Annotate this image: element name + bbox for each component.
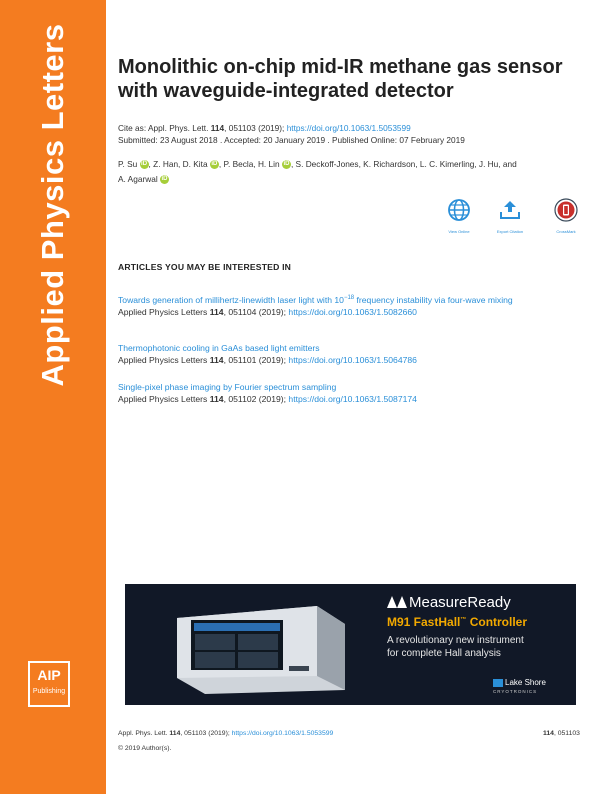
ad-brand: [387, 594, 572, 612]
ad-description-line: A revolutionary new instrument: [387, 635, 524, 646]
orcid-icon[interactable]: iD: [211, 161, 218, 168]
author-rest[interactable]: , S. Deckoff-Jones, K. Richardson, L. C. Kimerling, J. Hu, and: [290, 159, 517, 169]
related-article-ref: , 051102 (2019);: [223, 394, 289, 404]
related-article-volume: 114: [209, 306, 224, 317]
author-agarwal[interactable]: A. Agarwal: [118, 174, 158, 184]
ad-product-tm: ™: [460, 617, 467, 623]
author-su[interactable]: P. Su: [118, 159, 138, 169]
lakeshore-logo: [493, 678, 546, 696]
related-article-citation: [118, 354, 588, 366]
citation-prefix: Cite as: Appl. Phys. Lett.: [118, 123, 211, 133]
publication-dates: Submitted: 23 August 2018 . Accepted: 20 January 2019 . Published Online: 07 February 2019: [118, 135, 465, 145]
related-article: [118, 381, 588, 405]
lakeshore-name: Lake Shore: [505, 678, 546, 687]
footer-page-volume: 114: [543, 730, 554, 737]
globe-icon: [447, 198, 471, 222]
related-article-citation: [118, 306, 588, 318]
related-article-title[interactable]: [118, 292, 588, 306]
ad-description-line: for complete Hall analysis: [387, 648, 501, 659]
orcid-icon[interactable]: iD: [141, 161, 148, 168]
aip-logo-sub: Publishing: [32, 688, 66, 695]
citation-line: [118, 122, 588, 134]
author-becla-lin[interactable]: , P. Becla, H. Lin: [218, 159, 280, 169]
footer-page-article: , 051103: [553, 730, 580, 737]
footer-citation: [118, 730, 333, 737]
related-article-doi-link[interactable]: https://doi.org/10.1063/1.5064786: [288, 355, 417, 365]
citation-suffix: , 051103 (2019);: [224, 123, 287, 133]
related-article-doi-link[interactable]: https://doi.org/10.1063/1.5082660: [288, 306, 417, 317]
copyright-notice: © 2019 Author(s).: [118, 745, 172, 752]
aip-publishing-logo[interactable]: [28, 661, 70, 707]
related-article-title-part: Towards generation of millihertz-linewidth laser light with 10: [118, 294, 344, 305]
footer-page-number: [543, 730, 580, 737]
ad-product: [387, 612, 572, 630]
related-article-ref: , 051104 (2019);: [223, 306, 289, 317]
lakeshore-logo-icon: [493, 679, 503, 687]
related-articles-heading: ARTICLES YOU MAY BE INTERESTED IN: [118, 262, 292, 272]
related-article-volume: 114: [209, 394, 224, 404]
footer-doi-link[interactable]: https://doi.org/10.1063/1.5053599: [231, 730, 334, 737]
related-article-journal: Applied Physics Letters: [118, 355, 210, 365]
lakeshore-subtitle: CRYOTRONICS: [493, 689, 538, 694]
ad-brand-text: MeasureReady: [409, 594, 511, 611]
related-article-ref: , 051101 (2019);: [223, 355, 289, 365]
paper-title: Monolithic on-chip mid-IR methane gas sensor with waveguide-integrated detector: [118, 56, 563, 102]
journal-name: Applied Physics Letters: [35, 23, 70, 387]
citation-block: [118, 122, 588, 146]
journal-sidebar: [0, 0, 106, 794]
aip-logo-main: AIP: [37, 667, 61, 683]
related-article-doi-link[interactable]: https://doi.org/10.1063/1.5087174: [288, 394, 417, 404]
related-article-citation: [118, 393, 588, 405]
citation-volume: 114: [210, 123, 225, 133]
related-article-title-sup: −18: [343, 295, 355, 301]
view-online-label: View Online: [448, 229, 470, 234]
ad-product-name: M91 FastHall: [387, 615, 461, 629]
related-article-journal: Applied Physics Letters: [118, 394, 210, 404]
related-article-title[interactable]: Single-pixel phase imaging by Fourier spectrum sampling: [118, 382, 337, 392]
related-article-journal: Applied Physics Letters: [118, 306, 210, 317]
author-list: [118, 157, 588, 187]
related-article: [118, 342, 588, 366]
author-line-1: [118, 157, 588, 172]
ad-product-suffix: Controller: [466, 615, 528, 629]
related-article-volume: 114: [209, 355, 224, 365]
ad-description: [387, 634, 572, 660]
footer-citation-suffix: , 051103 (2019);: [180, 730, 232, 737]
related-article-title[interactable]: Thermophotonic cooling in GaAs based light emitters: [118, 343, 320, 353]
related-article: [118, 292, 588, 318]
orcid-icon[interactable]: iD: [161, 176, 168, 183]
advertisement-banner[interactable]: [125, 584, 576, 705]
paper-doi-link[interactable]: https://doi.org/10.1063/1.5053599: [286, 123, 411, 133]
author-han-kita[interactable]: , Z. Han, D. Kita: [148, 159, 208, 169]
export-citation-button[interactable]: [487, 198, 533, 234]
measureready-logo-icon: [387, 596, 407, 608]
footer-citation-volume: 114: [169, 730, 181, 737]
crossmark-button[interactable]: [543, 198, 589, 234]
crossmark-icon: [554, 198, 578, 222]
orcid-icon[interactable]: iD: [283, 161, 290, 168]
fasthall-controller-image: [167, 598, 347, 696]
related-article-title-part: frequency instability via four-wave mixing: [354, 294, 513, 305]
ad-copy: [387, 594, 572, 660]
author-line-2: [118, 172, 588, 187]
export-icon: [498, 198, 522, 222]
footer-citation-prefix: Appl. Phys. Lett.: [118, 730, 170, 737]
crossmark-label: CrossMark: [556, 229, 576, 234]
export-citation-label: Export Citation: [496, 229, 524, 234]
view-online-button[interactable]: [436, 198, 482, 234]
